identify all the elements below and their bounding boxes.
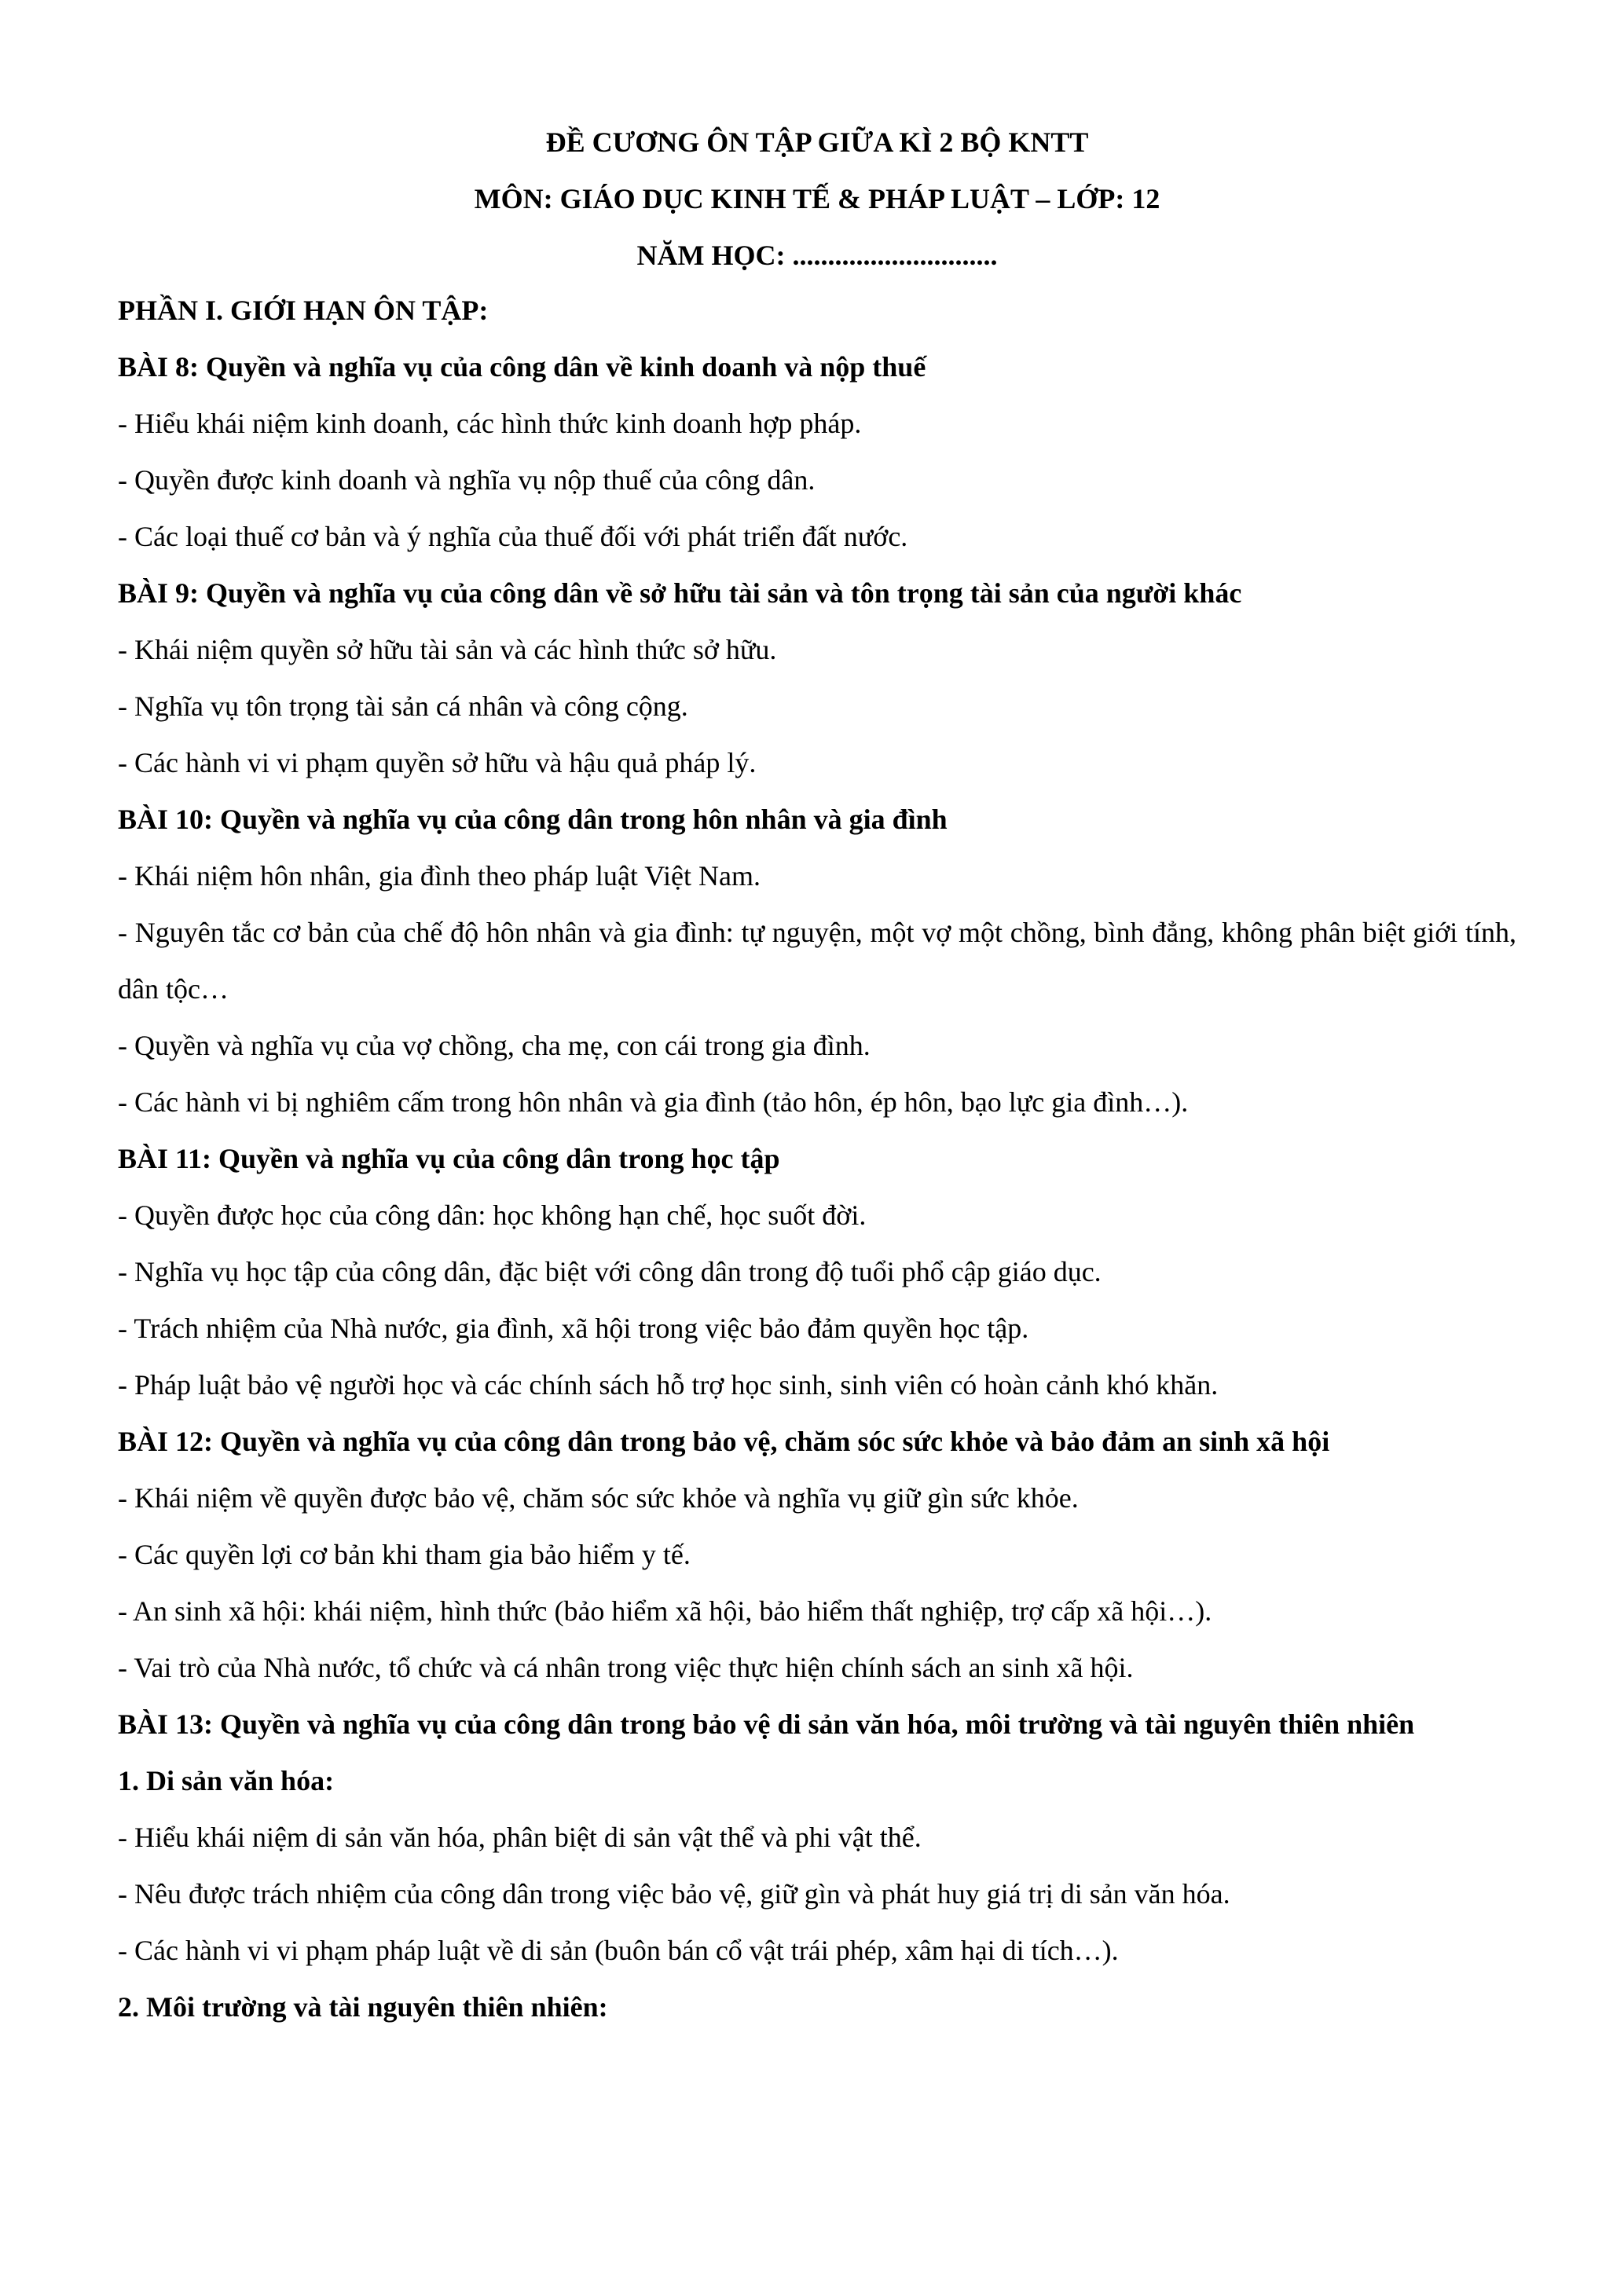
lesson-11-item: - Nghĩa vụ học tập của công dân, đặc biệt với công dân trong độ tuổi phổ cập giáo dục. <box>118 1256 1102 1287</box>
lesson-13-item: - Hiểu khái niệm di sản văn hóa, phân biệt di sản vật thể và phi vật thể. <box>118 1822 922 1853</box>
lesson-12-item: - Khái niệm về quyền được bảo vệ, chăm sóc sức khỏe và nghĩa vụ giữ gìn sức khỏe. <box>118 1482 1079 1514</box>
lesson-8-item: - Quyền được kinh doanh và nghĩa vụ nộp thuế của công dân. <box>118 464 816 496</box>
subject-line: MÔN: GIÁO DỤC KINH TẾ & PHÁP LUẬT – LỚP: 12 <box>474 183 1160 214</box>
lesson-9-item: - Các hành vi vi phạm quyền sở hữu và hậu quả pháp lý. <box>118 747 757 778</box>
lesson-12-item: - An sinh xã hội: khái niệm, hình thức (bảo hiểm xã hội, bảo hiểm thất nghiệp, trợ cấp xã hội…). <box>118 1595 1212 1627</box>
school-year-line: NĂM HỌC: ............................. <box>636 240 998 271</box>
lesson-9-item: - Khái niệm quyền sở hữu tài sản và các hình thức sở hữu. <box>118 634 777 665</box>
lesson-11-item: - Quyền được học của công dân: học không hạn chế, học suốt đời. <box>118 1199 867 1231</box>
lesson-10-item: - Quyền và nghĩa vụ của vợ chồng, cha mẹ, con cái trong gia đình. <box>118 1030 871 1061</box>
lesson-12-heading: BÀI 12: Quyền và nghĩa vụ của công dân trong bảo vệ, chăm sóc sức khỏe và bảo đảm an sinh xã hội <box>118 1426 1330 1457</box>
lesson-11-item: - Trách nhiệm của Nhà nước, gia đình, xã hội trong việc bảo đảm quyền học tập. <box>118 1313 1029 1344</box>
lesson-10-heading: BÀI 10: Quyền và nghĩa vụ của công dân trong hôn nhân và gia đình <box>118 804 948 835</box>
lesson-13-item: - Các hành vi vi phạm pháp luật về di sản (buôn bán cổ vật trái phép, xâm hại di tích…). <box>118 1935 1119 1966</box>
lesson-8-heading: BÀI 8: Quyền và nghĩa vụ của công dân về kinh doanh và nộp thuế <box>118 351 926 383</box>
lesson-10-item: - Nguyên tắc cơ bản của chế độ hôn nhân và gia đình: tự nguyện, một vợ một chồng, bình đẳng, không phân biệt giới tính, dân tộc… <box>118 917 1516 1005</box>
lesson-10-item: - Các hành vi bị nghiêm cấm trong hôn nhân và gia đình (tảo hôn, ép hôn, bạo lực gia đình…). <box>118 1086 1189 1118</box>
lesson-11-heading: BÀI 11: Quyền và nghĩa vụ của công dân trong học tập <box>118 1143 780 1174</box>
lesson-13-item: - Nêu được trách nhiệm của công dân trong việc bảo vệ, giữ gìn và phát huy giá trị di sản văn hóa. <box>118 1878 1230 1910</box>
lesson-9-item: - Nghĩa vụ tôn trọng tài sản cá nhân và công cộng. <box>118 690 688 722</box>
lesson-8-item: - Các loại thuế cơ bản và ý nghĩa của thuế đối với phát triển đất nước. <box>118 521 908 552</box>
lesson-13-heading: BÀI 13: Quyền và nghĩa vụ của công dân trong bảo vệ di sản văn hóa, môi trường và tài nguyên thiên nhiên <box>118 1708 1415 1740</box>
lesson-10-item: - Khái niệm hôn nhân, gia đình theo pháp luật Việt Nam. <box>118 860 761 892</box>
document-title: ĐỀ CƯƠNG ÔN TẬP GIỮA KÌ 2 BỘ KNTT <box>545 126 1089 158</box>
document-body <box>118 282 1516 2035</box>
document-header <box>118 114 1516 284</box>
part-heading: PHẦN I. GIỚI HẠN ÔN TẬP: <box>118 295 489 326</box>
lesson-11-item: - Pháp luật bảo vệ người học và các chính sách hỗ trợ học sinh, sinh viên có hoàn cảnh khó khăn. <box>118 1369 1219 1401</box>
lesson-9-heading: BÀI 9: Quyền và nghĩa vụ của công dân về sở hữu tài sản và tôn trọng tài sản của người khác <box>118 577 1242 609</box>
lesson-13-subheading-heritage: 1. Di sản văn hóa: <box>118 1765 335 1796</box>
lesson-8-item: - Hiểu khái niệm kinh doanh, các hình thức kinh doanh hợp pháp. <box>118 408 862 439</box>
lesson-13-subheading-environment: 2. Môi trường và tài nguyên thiên nhiên: <box>118 1991 608 2023</box>
lesson-12-item: - Các quyền lợi cơ bản khi tham gia bảo hiểm y tế. <box>118 1539 691 1570</box>
lesson-12-item: - Vai trò của Nhà nước, tổ chức và cá nhân trong việc thực hiện chính sách an sinh xã hội. <box>118 1652 1134 1683</box>
